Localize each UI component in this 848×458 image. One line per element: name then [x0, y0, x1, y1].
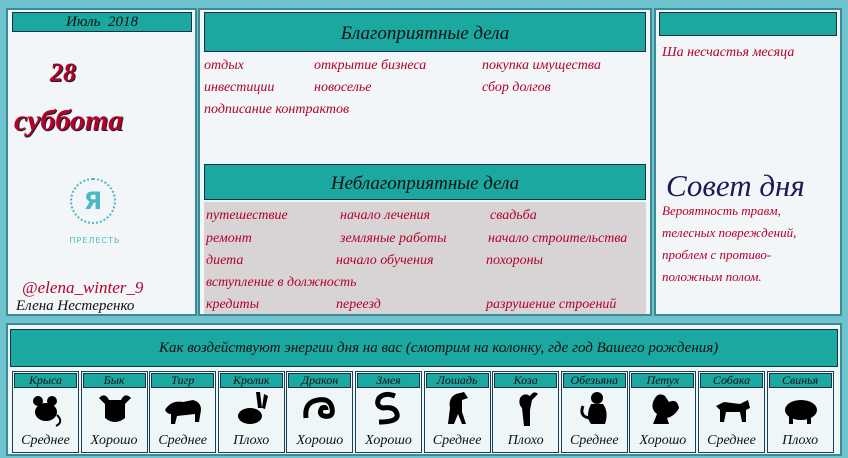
- zodiac-name: Бык: [83, 373, 146, 388]
- zodiac-card: [218, 371, 285, 453]
- rooster-icon: [643, 388, 683, 428]
- zodiac-card: [767, 371, 834, 453]
- zodiac-effect: Хорошо: [296, 433, 344, 448]
- dragon-icon: [300, 388, 340, 428]
- good-item: покупка имущества: [482, 58, 601, 73]
- zodiac-effect: Среднее: [21, 433, 70, 448]
- zodiac-effect: Плохо: [507, 433, 544, 448]
- bad-item: переезд: [336, 297, 381, 312]
- advice-panel: [654, 8, 842, 316]
- ox-icon: [95, 388, 135, 428]
- unfavorable-title: Неблагоприятные дела: [330, 173, 520, 194]
- logo-caption: ПРЕЛЕСТЬ: [69, 236, 121, 245]
- good-item: сбор долгов: [482, 80, 551, 95]
- month-bar: [12, 12, 192, 32]
- rat-icon: [26, 388, 66, 428]
- good-item: инвестиции: [204, 80, 275, 95]
- zodiac-card: [355, 371, 422, 453]
- month-label: Июль 2018: [66, 14, 138, 30]
- zodiac-name: Лошадь: [426, 373, 489, 388]
- monkey-icon: [575, 388, 615, 428]
- zodiac-card: [561, 371, 628, 453]
- zodiac-effect: Плохо: [233, 433, 270, 448]
- zodiac-name: Змея: [357, 373, 420, 388]
- advice-line: телесных повреждений,: [662, 225, 797, 240]
- zodiac-effect: Хорошо: [365, 433, 412, 448]
- horse-icon: [438, 388, 478, 428]
- zodiac-card: [149, 371, 216, 453]
- zodiac-effect: Хорошо: [639, 433, 687, 448]
- bad-item: начало строительства: [488, 231, 628, 246]
- weekday: суббота: [14, 104, 124, 137]
- rabbit-icon: [232, 388, 272, 428]
- zodiac-card: [629, 371, 696, 453]
- favorable-header: [204, 12, 646, 52]
- unfavorable-header: [204, 164, 646, 200]
- zodiac-effect: Плохо: [782, 433, 819, 448]
- zodiac-card: [698, 371, 765, 453]
- bad-item: свадьба: [490, 208, 537, 223]
- zodiac-name: Кролик: [220, 373, 283, 388]
- tiger-icon: [163, 388, 203, 428]
- zodiac-card: [81, 371, 148, 453]
- good-item: отдых: [204, 58, 244, 73]
- zodiac-name: Дракон: [288, 373, 351, 388]
- advice-title: Совет дня: [666, 168, 805, 203]
- bad-item: ремонт: [206, 231, 252, 246]
- pig-icon: [781, 388, 821, 428]
- favorable-title: Благоприятные дела: [340, 23, 510, 44]
- month-misfortune: Ша несчастья месяца: [662, 45, 795, 60]
- bad-item: разрушение строений: [486, 297, 617, 312]
- goat-icon: [506, 388, 546, 428]
- zodiac-effect: Среднее: [432, 433, 482, 448]
- zodiac-card: [12, 371, 79, 453]
- zodiac-card: [424, 371, 491, 453]
- bad-item: земляные работы: [340, 231, 447, 246]
- good-item: подписание контрактов: [204, 102, 350, 117]
- zodiac-title: Как воздействуют энергии дня на вас (смотрим на колонку, где год Вашего рождения): [159, 340, 719, 356]
- bad-item: диета: [206, 253, 244, 268]
- logo-letter: Я: [83, 187, 103, 215]
- author-name: Елена Нестеренко: [16, 298, 135, 314]
- date-panel: [6, 8, 197, 316]
- bad-item: кредиты: [206, 297, 260, 312]
- instagram-handle[interactable]: @elena_winter_9: [22, 278, 144, 297]
- zodiac-effect: Среднее: [707, 433, 756, 448]
- zodiac-effect: Среднее: [569, 433, 619, 448]
- zodiac-name: Собака: [700, 373, 763, 388]
- zodiac-name: Петух: [631, 373, 694, 388]
- advice-line: проблем с противо-: [662, 247, 772, 262]
- zodiac-effect: Среднее: [158, 433, 208, 448]
- zodiac-name: Крыса: [14, 373, 77, 388]
- zodiac-name: Свинья: [769, 373, 832, 388]
- zodiac-card: [286, 371, 353, 453]
- zodiac-name: Коза: [494, 373, 557, 388]
- zodiac-title-bar: [10, 329, 838, 367]
- bad-item: путешествие: [206, 208, 288, 223]
- snake-icon: [369, 388, 409, 428]
- good-item: открытие бизнеса: [314, 58, 427, 73]
- advice-header-bar: [659, 12, 837, 36]
- bad-item: начало обучения: [336, 253, 434, 268]
- good-item: новоселье: [314, 80, 372, 95]
- brand-logo: [70, 178, 116, 224]
- advice-line: Вероятность травм,: [662, 203, 781, 218]
- zodiac-name: Обезьяна: [563, 373, 626, 388]
- zodiac-name: Тигр: [151, 373, 214, 388]
- zodiac-effect: Хорошо: [90, 433, 138, 448]
- activities-panel: [198, 8, 652, 316]
- advice-line: положным полом.: [662, 269, 762, 284]
- dog-icon: [712, 388, 752, 428]
- zodiac-card: [492, 371, 559, 453]
- bad-item: вступление в должность: [206, 275, 357, 290]
- bad-item: похороны: [486, 253, 544, 268]
- day-number: 28: [50, 58, 76, 87]
- bad-item: начало лечения: [340, 208, 431, 223]
